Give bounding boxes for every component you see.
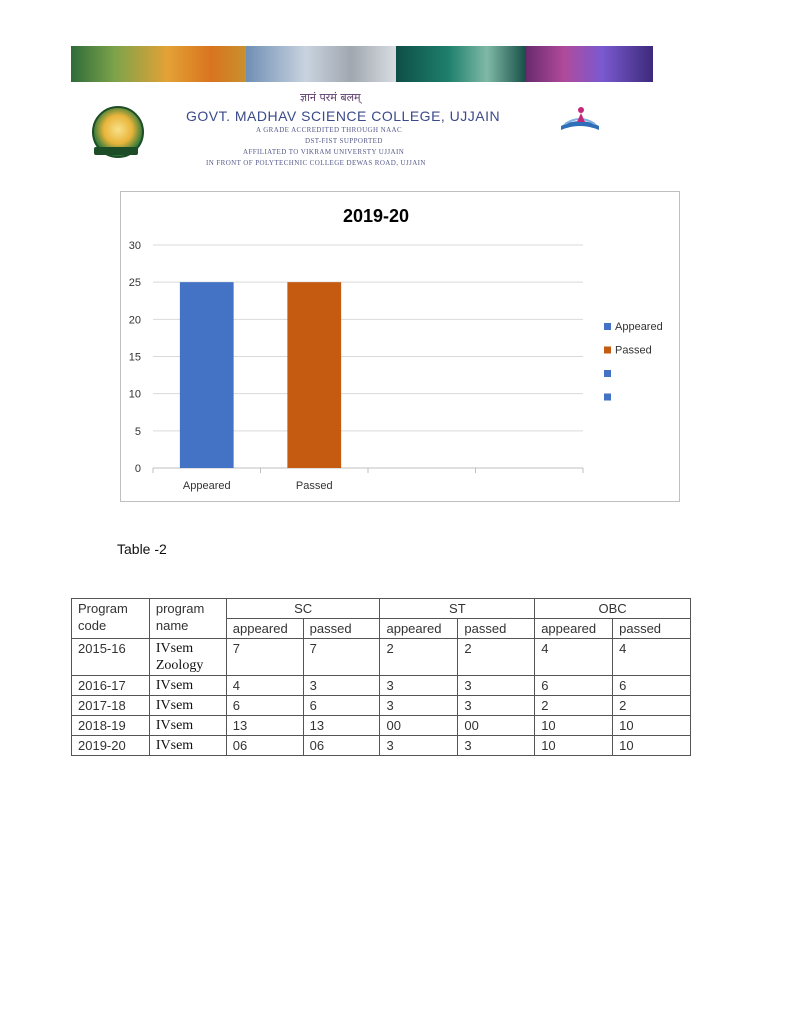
cell-value: 6	[226, 696, 303, 716]
header-sc-passed: passed	[303, 619, 380, 639]
cell-value: 3	[458, 676, 535, 696]
legend-swatch	[604, 323, 611, 330]
header-program-name: program name	[149, 599, 226, 639]
college-name: GOVT. MADHAV SCIENCE COLLEGE, UJJAIN	[186, 108, 501, 124]
cell-value: 7	[226, 639, 303, 676]
cell-value: 4	[226, 676, 303, 696]
cell-value: 2	[380, 639, 458, 676]
cell-value: 3	[380, 676, 458, 696]
cell-program-name: IVsem	[149, 736, 226, 756]
cell-program-code: 2018-19	[72, 716, 150, 736]
cell-program-name: IVsem Zoology	[149, 639, 226, 676]
cell-value: 6	[535, 676, 613, 696]
table-caption: Table -2	[117, 541, 167, 557]
header-sc: SC	[226, 599, 380, 619]
cell-value: 13	[226, 716, 303, 736]
cell-value: 3	[458, 696, 535, 716]
header-obc-appeared: appeared	[535, 619, 613, 639]
cell-program-name: IVsem	[149, 676, 226, 696]
cell-value: 2	[535, 696, 613, 716]
legend-label: Appeared	[615, 321, 663, 333]
y-tick-label: 25	[128, 277, 141, 290]
cell-value: 6	[303, 696, 380, 716]
iqac-logo	[557, 104, 603, 138]
banner-image-molecule	[396, 46, 526, 82]
y-tick-label: 20	[128, 314, 141, 327]
cell-value: 00	[380, 716, 458, 736]
table-row	[72, 676, 691, 696]
cell-program-code: 2019-20	[72, 736, 150, 756]
x-tick-label: Appeared	[182, 480, 231, 492]
bar	[180, 282, 234, 468]
cell-value: 3	[380, 736, 458, 756]
college-motto: ज्ञानं परमं बलम्	[300, 91, 361, 104]
y-tick-label: 10	[128, 388, 141, 401]
cell-value: 4	[535, 639, 613, 676]
address-line: IN FRONT OF POLYTECHNIC COLLEGE DEWAS ROAD, UJJAIN	[206, 159, 426, 167]
header-sc-appeared: appeared	[226, 619, 303, 639]
college-seal-ribbon	[94, 147, 138, 155]
cell-value: 06	[226, 736, 303, 756]
banner-image-atoms	[526, 46, 653, 82]
table-row	[72, 696, 691, 716]
cell-program-code: 2017-18	[72, 696, 150, 716]
legend-swatch	[604, 394, 611, 401]
legend-swatch	[604, 370, 611, 377]
affiliation-line: AFFILIATED TO VIKRAM UNIVERSTY UJJAIN	[243, 148, 405, 156]
x-tick-label: Passed	[295, 480, 333, 492]
cell-program-name: IVsem	[149, 696, 226, 716]
chart-container	[120, 191, 680, 502]
cell-program-name: IVsem	[149, 716, 226, 736]
cell-value: 7	[303, 639, 380, 676]
cell-program-code: 2016-17	[72, 676, 150, 696]
dst-fist-line: DST-FIST SUPPORTED	[305, 137, 383, 145]
cell-value: 10	[535, 716, 613, 736]
table-row	[72, 716, 691, 736]
table-header-row	[72, 599, 691, 619]
cell-value: 3	[458, 736, 535, 756]
cell-value: 4	[613, 639, 691, 676]
y-tick-label: 15	[128, 351, 141, 364]
y-tick-label: 5	[134, 425, 141, 438]
bar-chart	[121, 192, 679, 501]
cell-value: 10	[613, 716, 691, 736]
legend-label: Passed	[615, 344, 652, 357]
header-st-appeared: appeared	[380, 619, 458, 639]
cell-value: 2	[613, 696, 691, 716]
header-banner	[71, 46, 653, 82]
results-table	[71, 598, 691, 756]
y-tick-label: 0	[134, 463, 141, 475]
legend-swatch	[604, 347, 611, 354]
cell-value: 10	[613, 736, 691, 756]
cell-value: 10	[535, 736, 613, 756]
banner-image-robot	[246, 46, 396, 82]
banner-image-chemistry	[71, 46, 246, 82]
chart-title: 2019-20	[342, 206, 410, 226]
header-obc-passed: passed	[613, 619, 691, 639]
header-obc: OBC	[535, 599, 691, 619]
table-row	[72, 736, 691, 756]
y-tick-label: 30	[128, 240, 141, 252]
cell-value: 2	[458, 639, 535, 676]
bar	[287, 282, 341, 468]
header-st-passed: passed	[458, 619, 535, 639]
table-row	[72, 639, 691, 676]
cell-value: 00	[458, 716, 535, 736]
cell-value: 3	[303, 676, 380, 696]
header-st: ST	[380, 599, 535, 619]
accreditation-line: A GRADE ACCREDITED THROUGH NAAC	[256, 126, 403, 134]
cell-value: 13	[303, 716, 380, 736]
header-program-code: Program code	[72, 599, 150, 639]
cell-value: 6	[613, 676, 691, 696]
cell-program-code: 2015-16	[72, 639, 150, 676]
cell-value: 06	[303, 736, 380, 756]
cell-value: 3	[380, 696, 458, 716]
